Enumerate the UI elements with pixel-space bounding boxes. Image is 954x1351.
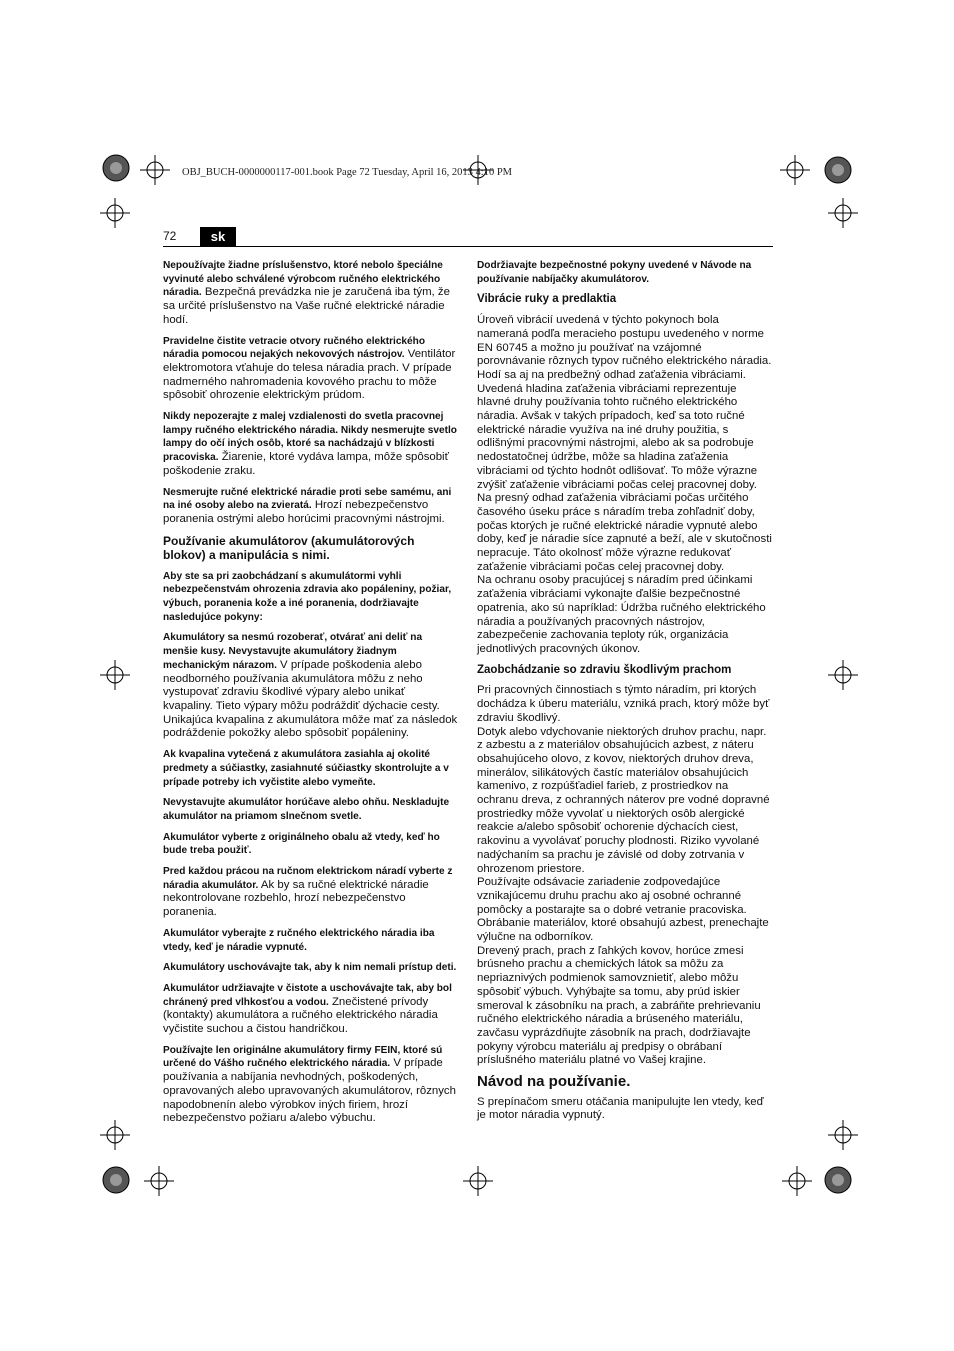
section-heading-instructions: Návod na používanie. (477, 1073, 631, 1091)
paragraph: Akumulátory sa nesmú rozoberať, otvárať ani deliť na menšie kusy. Nevystavujte akumulátory žiadnym mechanickým nárazom. V prípade poškodenia alebo neodborného používania akumulátora môžu z neho vystupovať zdraviu škodlivé výpary alebo unikať kvapaliny. Tieto výpary môžu podráždiť dýchacie cesty. Unikajúca kvapalina z akumulátora môže mať za následok podráždenie pokožky alebo spôsobiť popáleniny. (163, 632, 458, 740)
registration-mark-bottom-left (144, 1166, 174, 1196)
paragraph: Dotyk alebo vdychovanie niektorých druhov prachu, napr. z azbestu a z materiálov obsahujúcich azbest, z náteru obsahujúceho olovo, z kovov, niektorých druhov dreva, minerálov, silikátových častíc materiálov obsahujúcich kamenivo, z rozpúšťadiel farieb, z prostriedkov na ochranu dreva, z ochranných náterov pre vodné dopravné prostriedky môže vyvolať u niektorých osôb alergické reakcie a/alebo spôsobiť ochorenie dýchacích ciest, rakovinu a vyvolávať poruchy plodnosti. Riziko vyvolané nadýchaním sa prachu je závislé od doby zotrvania v ohrozenom priestore. (477, 725, 770, 875)
paragraph: Nesmerujte ručné elektrické náradie proti sebe samému, ani na iné osoby alebo na zvieratá. Hrozí nebezpečenstvo poranenia ostrými alebo horúcimi pracovnými nástrojmi. (163, 486, 452, 525)
crop-mark-top-right (818, 150, 858, 190)
paragraph: Dodržiavajte bezpečnostné pokyny uvedené v Návode na používanie nabíjačky akumulátorov. (477, 260, 752, 285)
paragraph: Akumulátor udržiavajte v čistote a uschovávajte tak, aby bol chránený pred vlhkosťou a vodou. Znečistené prívody (kontakty) akumulátora a ručného elektrického náradia vyčistite suchou a čistou handričkou. (163, 982, 452, 1036)
registration-mark-right-lower (828, 1120, 858, 1150)
paragraph: Pravidelne čistite vetracie otvory ručného elektrického náradia pomocou nejakých nekovových nástrojov. Ventilátor elektromotora vťahuje do telesa náradia prach. V prípade nadmerného nahromadenia kovového prachu to môže spôsobiť ohrozenie elektrickým prúdom. (163, 335, 456, 402)
registration-mark-right-upper (828, 198, 858, 228)
crop-mark-top-left (96, 148, 136, 188)
paragraph: Akumulátor vyberajte z ručného elektrického náradia iba vtedy, keď je náradie vypnuté. (163, 927, 435, 953)
crop-mark-bottom-right (818, 1160, 858, 1200)
header-rule (163, 246, 773, 247)
registration-mark-top-right (780, 155, 810, 185)
paragraph: Úroveň vibrácií uvedená v týchto pokynoch bola nameraná podľa meracieho postupu uvedeného v norme EN 60745 a možno ju používať na vzájomné porovnávanie rôznych typov ručného elektrického náradia. Hodí sa aj na predbežný odhad zaťaženia vibráciami. (477, 314, 772, 381)
paragraph: Drevený prach, prach z ľahkých kovov, horúce zmesi brúsneho prachu a chemických látok sa môžu za nepriaznivých podmienok samovznietiť, alebo môžu spôsobiť výbuch. Vyhýbajte sa tomu, aby prúd iskier smeroval k zásobníku na prach, a zabráňte prehrievaniu ručného elektrického náradia a brúseného materiálu, zavčasu vyprázdňujte zásobník na prach, dodržiavajte pokyny výrobcu materiálu aj predpisy o obrábaní príslušného materiálu platné vo Vašej krajine. (477, 944, 761, 1067)
registration-mark-bottom-center (463, 1166, 493, 1196)
paragraph: S prepínačom smeru otáčania manipulujte len vtedy, keď je motor náradia vypnutý. (477, 1095, 764, 1122)
paragraph: Používajte odsávacie zariadenie zodpovedajúce vznikajúcemu druhu prachu ako aj osobné ochranné pomôcky a postarajte sa o dobré vetranie pracoviska. (477, 876, 747, 916)
left-column (163, 259, 458, 1133)
paragraph: Nevystavujte akumulátor horúčave alebo ohňu. Neskladujte akumulátor na priamom slnečnom svetle. (163, 797, 450, 822)
section-heading-vibration: Vibrácie ruky a predlaktia (477, 293, 617, 306)
registration-mark-left-lower (100, 1120, 130, 1150)
paragraph: Na presný odhad zaťaženia vibráciami počas určitého časového úseku práce s náradím treba zohľadniť doby, počas ktorých je ručné elektrické náradie vypnuté alebo doby, keď je náradie síce zapnuté a beží, ale v skutočnosti nepracuje. Táto okolnosť môže výrazne redukovať zaťaženie vibráciami počas celej pracovnej doby. (477, 492, 772, 573)
paragraph: Akumulátory uschovávajte tak, aby k nim nemali prístup deti. (163, 962, 457, 974)
paragraph: Pred každou prácou na ručnom elektrickom náradí vyberte z náradia akumulátor. Ak by sa ručné elektrické náradie nekontrolovane rozbehlo, hrozí nebezpečenstvo poranenia. (163, 866, 453, 919)
registration-mark-left-middle (100, 660, 130, 690)
language-tab: sk (200, 227, 236, 246)
paragraph: Ak kvapalina vytečená z akumulátora zasiahla aj okolité predmety a súčiastky, zasiahnuté súčiastky skontrolujte a v prípade potreby ich vyčistite alebo vymeňte. (163, 749, 449, 788)
registration-mark-left-upper (100, 198, 130, 228)
paragraph: Obrábanie materiálov, ktoré obsahujú azbest, prenechajte výlučne na odborníkov. (477, 917, 769, 944)
registration-mark-right-middle (828, 660, 858, 690)
paragraph: Nepoužívajte žiadne príslušenstvo, ktoré nebolo špeciálne vyvinuté alebo schválené výrobcom ručného elektrického náradia. Bezpečná prevádzka nie je zaručená iba tým, že sa určité príslušenstvo na Vaše ručné elektrické náradie hodí. (163, 260, 450, 326)
page-number: 72 (163, 229, 177, 243)
paragraph: Aby ste sa pri zaobchádzaní s akumulátormi vyhli nebezpečenstvám ohrozenia zdravia ako popáleniny, požiar, výbuch, poranenia kože a iné poranenia, dodržiavajte nasledujúce pokyny: (163, 570, 452, 623)
paragraph: Používajte len originálne akumulátory firmy FEIN, ktoré sú určené do Vášho ručného elektrického náradia. V prípade používania a nabíjania nevhodných, poškodených, opravovaných alebo upravovaných akumulátorov, rôznych napodobnenín alebo výrobkov iných firiem, hrozí nebezpečenstvo požiaru a/alebo výbuchu. (163, 1044, 456, 1125)
paragraph: Na ochranu osoby pracujúcej s náradím pred účinkami zaťaženia vibráciami vykonajte ďalšie bezpečnostné opatrenia, ako sú napríklad: Údržba ručného elektrického náradia a používaných pracovných nástrojov, zabezpečenie zachovania teploty rúk, organizácia jednotlivých pracovných úkonov. (477, 574, 766, 655)
book-file-header: OBJ_BUCH-0000000117-001.book Page 72 Tuesday, April 16, 2013 4:10 PM (182, 167, 512, 178)
paragraph: Nikdy nepozerajte z malej vzdialenosti do svetla pracovnej lampy ručného elektrického náradia. Nikdy nesmerujte svetlo lampy do očí iných osôb, ktoré sa nachádzajú v blízkosti pracoviska. Žiarenie, ktoré vydáva lampa, môže spôsobiť poškodenie zraku. (163, 411, 457, 477)
paragraph: Pri pracovných činnostiach s týmto náradím, pri ktorých dochádza k úberu materiálu, vzniká prach, ktorý môže byť zdraviu škodlivý. (477, 684, 770, 724)
paragraph: Akumulátor vyberte z originálneho obalu až vtedy, keď ho bude treba použiť. (163, 831, 440, 857)
registration-mark-bottom-right (782, 1166, 812, 1196)
right-column (477, 259, 772, 1130)
crop-mark-bottom-left (96, 1160, 136, 1200)
section-heading-dust: Zaobchádzanie so zdraviu škodlivým prachom (477, 663, 732, 676)
registration-mark-top-left (140, 155, 170, 185)
section-heading-batteries: Používanie akumulátorov (akumulátorových blokov) a manipulácia s nimi. (163, 533, 415, 563)
paragraph: Uvedená hladina zaťaženia vibráciami reprezentuje hlavné druhy používania tohto ručného elektrického náradia. Avšak v takých prípadoch, keď sa toto ručné elektrické náradie využíva na iné druhy použitia, s odlišnými pracovnými nástrojmi, alebo ak sa podrobuje nedostatočnej údržbe, môže sa hladina zaťaženia vibráciami od týchto hodnôt odlišovať. To môže výrazne zvýšiť zaťaženie vibráciami počas celej pracovnej doby. (477, 382, 758, 491)
